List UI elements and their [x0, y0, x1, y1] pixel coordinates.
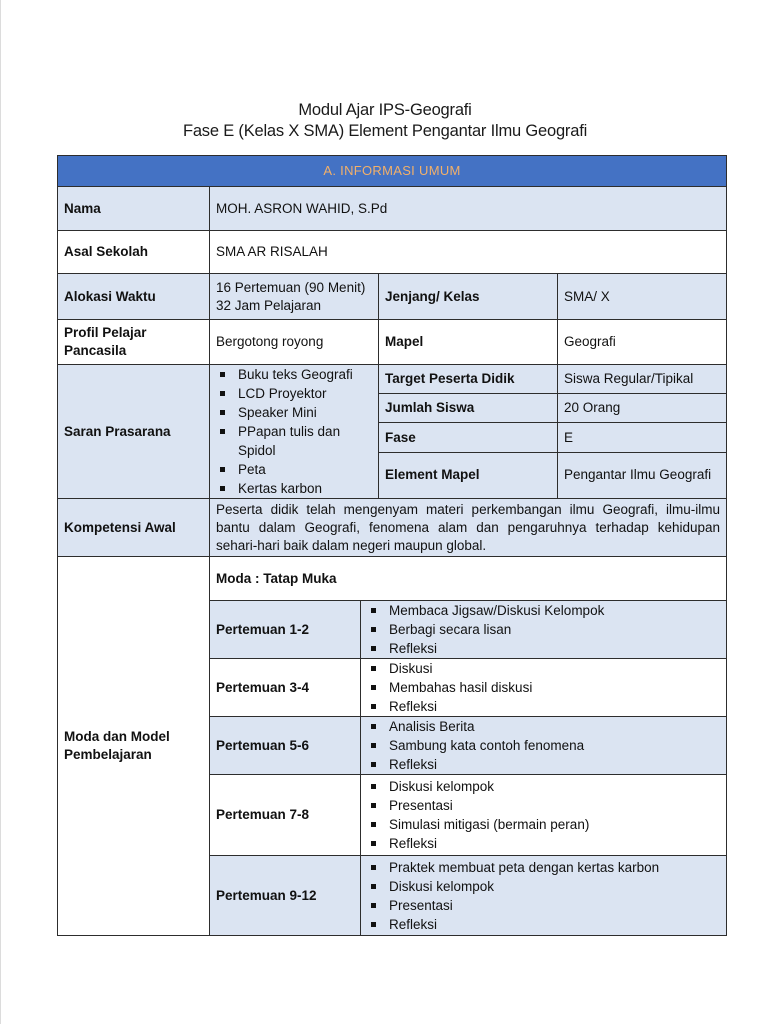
meeting-activity: Presentasi — [361, 796, 720, 815]
meeting-name: Pertemuan 3-4 — [210, 659, 361, 717]
meeting-activity: Analisis Berita — [361, 717, 720, 736]
moda-label-line-2: Pembelajaran — [64, 747, 152, 762]
jenjang-value: SMA/ X — [558, 274, 727, 320]
meeting-activity: Membaca Jigsaw/Diskusi Kelompok — [361, 601, 720, 620]
alokasi-value — [210, 274, 379, 320]
sarana-item: Buku teks Geografi — [210, 365, 372, 384]
sekolah-label: Asal Sekolah — [58, 231, 210, 274]
sarana-list-cell — [210, 365, 379, 499]
mapel-label: Mapel — [379, 320, 558, 365]
jenjang-label: Jenjang/ Kelas — [379, 274, 558, 320]
fase-label: Fase — [379, 423, 558, 452]
meeting-activity: Refleksi — [361, 697, 720, 716]
title-line-1: Modul Ajar IPS-Geografi — [298, 101, 472, 119]
meeting-activities — [361, 775, 727, 856]
sarana-item: LCD Proyektor — [210, 384, 372, 403]
sarana-item: Peta — [210, 460, 372, 479]
meeting-activity-list — [361, 777, 720, 853]
sarana-item: Speaker Mini — [210, 403, 372, 422]
profil-value: Bergotong royong — [210, 320, 379, 365]
meeting-name: Pertemuan 7-8 — [210, 775, 361, 856]
profil-label — [58, 320, 210, 365]
fase-value: E — [558, 423, 727, 452]
moda-label — [58, 557, 210, 936]
alokasi-value-line-1: 16 Pertemuan (90 Menit) — [216, 279, 366, 295]
meeting-name: Pertemuan 5-6 — [210, 717, 361, 775]
jumlah-label: Jumlah Siswa — [379, 394, 558, 423]
meeting-activities — [361, 856, 727, 936]
meeting-activity: Praktek membuat peta dengan kertas karbon — [361, 858, 720, 877]
meeting-activity: Sambung kata contoh fenomena — [361, 736, 720, 755]
kompetensi-value: Peserta didik telah mengenyam materi perkembangan ilmu Geografi, ilmu-ilmu bantu dalam Geografi, fenomena alam dan pengaruhnya terhadap kehidupan sehari-hari baik dalam negeri maupun global. — [210, 499, 727, 557]
meeting-activity: Simulasi mitigasi (bermain peran) — [361, 815, 720, 834]
moda-title: Moda : Tatap Muka — [210, 557, 727, 601]
meeting-activities — [361, 717, 727, 775]
info-table — [57, 155, 727, 936]
nama-label: Nama — [58, 187, 210, 231]
mapel-value: Geografi — [558, 320, 727, 365]
nama-value: MOH. ASRON WAHID, S.Pd — [210, 187, 727, 231]
profil-label-line-2: Pancasila — [64, 343, 127, 358]
sarana-item: Kertas karbon — [210, 479, 372, 498]
sarana-label: Saran Prasarana — [58, 365, 210, 499]
sarana-list — [210, 365, 372, 498]
target-value: Siswa Regular/Tipikal — [558, 365, 727, 394]
document-title — [1, 100, 768, 142]
meeting-activity-list — [361, 858, 720, 934]
meeting-activity-list — [361, 659, 720, 716]
meeting-name: Pertemuan 9-12 — [210, 856, 361, 936]
meeting-activities — [361, 659, 727, 717]
moda-label-line-1: Moda dan Model — [64, 729, 170, 744]
section-header: A. INFORMASI UMUM — [58, 156, 727, 187]
meeting-activity: Berbagi secara lisan — [361, 620, 720, 639]
meeting-name: Pertemuan 1-2 — [210, 601, 361, 659]
meeting-activity: Refleksi — [361, 755, 720, 774]
target-label: Target Peserta Didik — [379, 365, 558, 394]
element-value: Pengantar Ilmu Geografi — [558, 452, 727, 498]
meeting-activity: Refleksi — [361, 915, 720, 934]
kompetensi-label: Kompetensi Awal — [58, 499, 210, 557]
profil-label-line-1: Profil Pelajar — [64, 325, 147, 340]
meeting-activity-list — [361, 717, 720, 774]
meeting-activity: Membahas hasil diskusi — [361, 678, 720, 697]
meeting-activity: Diskusi — [361, 659, 720, 678]
meeting-activity: Presentasi — [361, 896, 720, 915]
element-label: Element Mapel — [379, 452, 558, 498]
meeting-activities — [361, 601, 727, 659]
jumlah-value: 20 Orang — [558, 394, 727, 423]
meeting-activity: Diskusi kelompok — [361, 777, 720, 796]
title-line-2: Fase E (Kelas X SMA) Element Pengantar Ilmu Geografi — [182, 122, 588, 140]
meeting-activity: Refleksi — [361, 639, 720, 658]
meeting-activity-list — [361, 601, 720, 658]
sarana-item: PPapan tulis dan Spidol — [210, 422, 372, 460]
alokasi-label: Alokasi Waktu — [58, 274, 210, 320]
meeting-activity: Diskusi kelompok — [361, 877, 720, 896]
alokasi-value-line-2: 32 Jam Pelajaran — [216, 297, 322, 313]
sekolah-value: SMA AR RISALAH — [210, 231, 727, 274]
meeting-activity: Refleksi — [361, 834, 720, 853]
